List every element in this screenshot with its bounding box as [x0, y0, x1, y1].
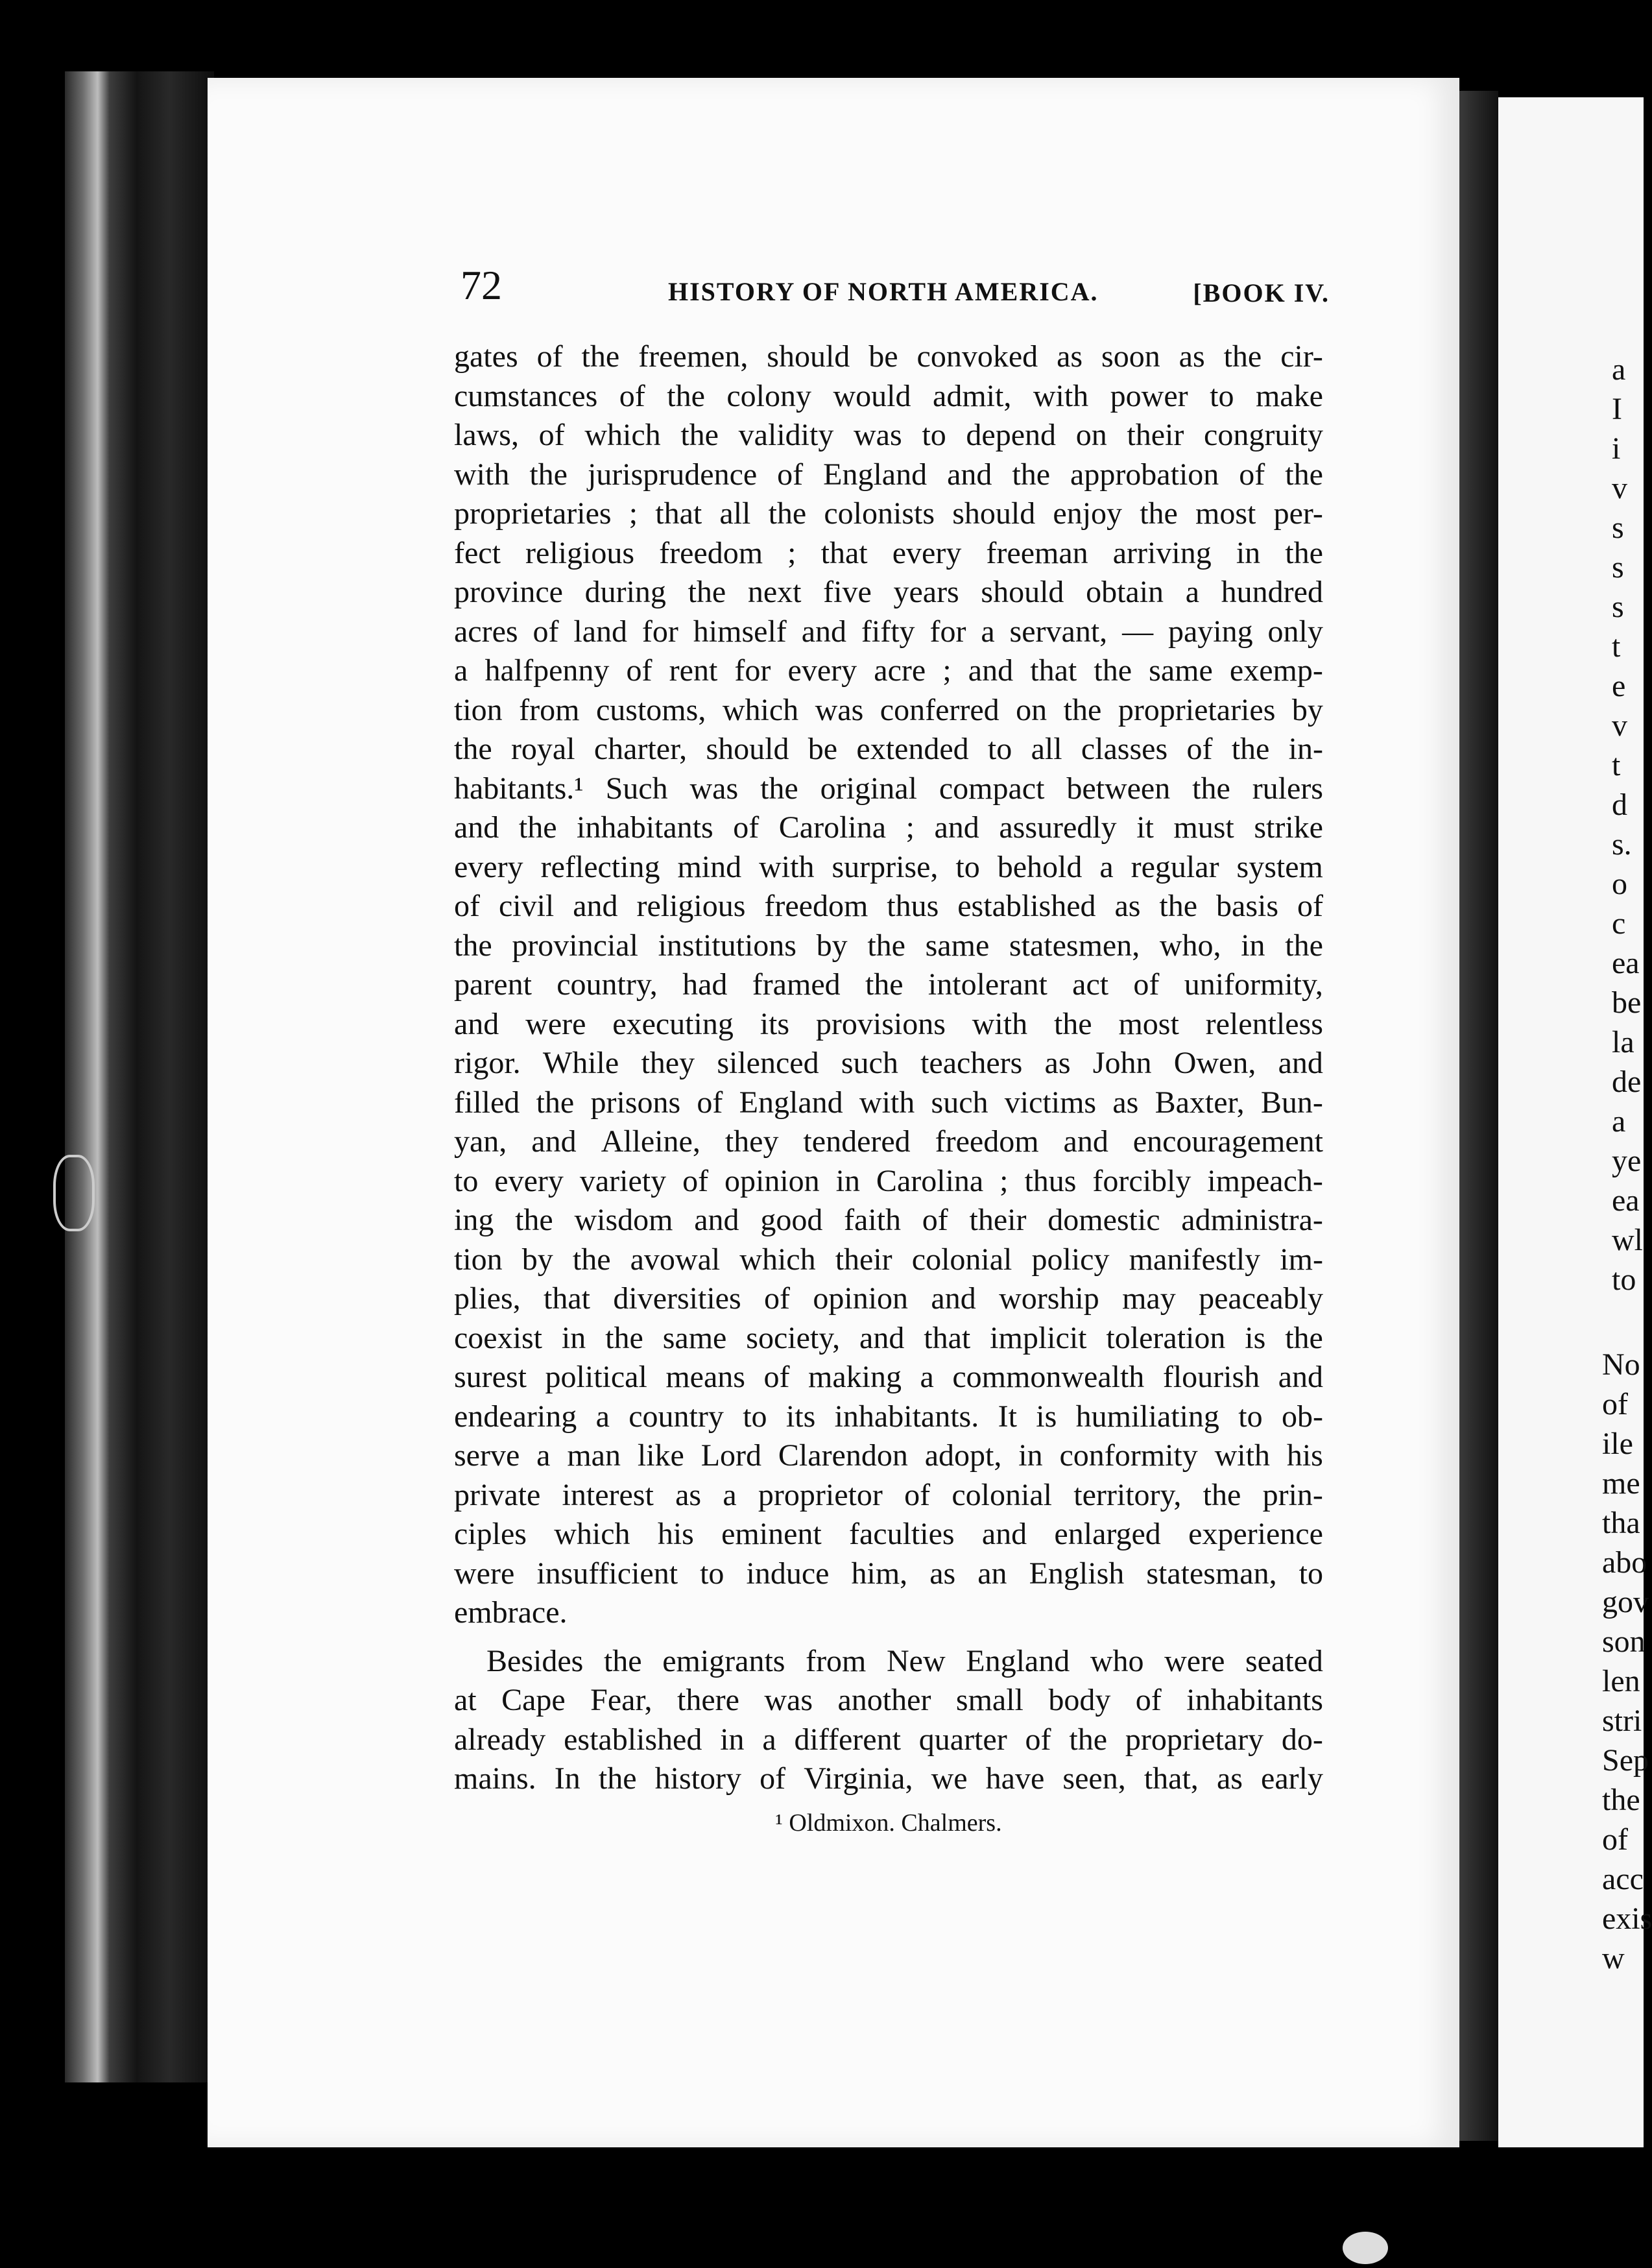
text-line: rigor. While they silenced such teachers as John Owen, and	[454, 1046, 1323, 1080]
text-line: fect religious freedom ; that every freeman arriving in the	[454, 535, 1323, 570]
body-text	[454, 337, 1323, 1799]
text-line: and were executing its provisions with the most relentless	[454, 1006, 1323, 1041]
facing-page-fragment: s	[1612, 550, 1624, 585]
facing-page-fragment: wl	[1612, 1223, 1643, 1257]
facing-page-fragment: exis	[1602, 1901, 1652, 1936]
facing-page-fragment: a	[1612, 352, 1626, 387]
scan-speck	[1343, 2232, 1388, 2264]
facing-page-fragment: of	[1602, 1822, 1628, 1857]
text-line: tion by the avowal which their colonial policy manifestly im-	[454, 1242, 1323, 1277]
text-line: acres of land for himself and fifty for a servant, — paying only	[454, 614, 1323, 649]
text-line: serve a man like Lord Clarendon adopt, in conformity with his	[454, 1438, 1323, 1473]
facing-page-fragment: stri	[1602, 1704, 1642, 1738]
text-line: and the inhabitants of Carolina ; and assuredly it must strike	[454, 810, 1323, 845]
facing-page-fragment: v	[1612, 471, 1627, 505]
text-line: embrace.	[454, 1595, 568, 1630]
text-line: a halfpenny of rent for every acre ; and that the same exemp-	[454, 653, 1323, 688]
facing-page-fragment: abo	[1602, 1545, 1647, 1580]
facing-page-fragment: ye	[1612, 1144, 1642, 1178]
text-line: Besides the emigrants from New England who were seated	[486, 1643, 1323, 1678]
text-line: gates of the freemen, should be convoked as soon as the cir-	[454, 339, 1323, 374]
facing-page-fragment: gov	[1602, 1585, 1649, 1619]
paragraph-1	[454, 337, 1323, 1633]
text-line: parent country, had framed the intolerant act of uniformity,	[454, 967, 1323, 1002]
book-binding-edge	[65, 71, 214, 2082]
facing-page-fragment: e	[1612, 669, 1626, 703]
text-line: mains. In the history of Virginia, we have seen, that, as early	[454, 1761, 1323, 1796]
facing-page-fragment: la	[1612, 1025, 1634, 1059]
text-line: endearing a country to its inhabitants. It is humiliating to ob-	[454, 1399, 1323, 1434]
text-line: were insufficient to induce him, as an English statesman, to	[454, 1556, 1323, 1591]
facing-page-fragment: I	[1612, 392, 1622, 426]
facing-page-fragment: of	[1602, 1387, 1628, 1421]
facing-page	[1498, 97, 1652, 2147]
facing-page-fragment: be	[1612, 985, 1642, 1020]
text-line: ing the wisdom and good faith of their domestic administra-	[454, 1203, 1323, 1237]
text-line: already established in a different quarter of the proprietary do-	[454, 1722, 1323, 1757]
text-line: province during the next five years should obtain a hundred	[454, 575, 1323, 609]
running-title: HISTORY OF NORTH AMERICA.	[668, 277, 1099, 306]
facing-page-fragment: o	[1612, 867, 1627, 901]
book-label: [BOOK IV.	[1193, 278, 1330, 308]
facing-page-fragment: t	[1612, 748, 1621, 782]
text-line: habitants.¹ Such was the original compact between the rulers	[454, 771, 1323, 806]
text-line: surest political means of making a commonwealth flourish and	[454, 1360, 1323, 1394]
facing-page-fragment: s	[1612, 511, 1624, 545]
text-line: yan, and Alleine, they tendered freedom and encouragement	[454, 1124, 1323, 1159]
facing-page-fragment: s.	[1612, 827, 1632, 862]
text-line: every reflecting mind with surprise, to behold a regular system	[454, 849, 1323, 884]
facing-page-fragment: to	[1612, 1262, 1636, 1297]
facing-page-fragment: ea	[1612, 946, 1640, 980]
text-line: proprietaries ; that all the colonists should enjoy the most per-	[454, 496, 1323, 531]
text-line: cumstances of the colony would admit, with power to make	[454, 378, 1323, 413]
paragraph-2	[454, 1642, 1323, 1799]
text-line: laws, of which the validity was to depend on their congruity	[454, 418, 1323, 452]
footnote: ¹ Oldmixon. Chalmers.	[775, 1809, 1002, 1837]
facing-page-fragment: w	[1602, 1941, 1625, 1975]
facing-page-fragment: No	[1602, 1347, 1640, 1382]
facing-page-fragment: Sep	[1602, 1743, 1649, 1778]
facing-page-fragment: acc	[1602, 1862, 1644, 1896]
facing-page-fragment: son	[1602, 1624, 1646, 1659]
text-line: with the jurisprudence of England and the approbation of the	[454, 457, 1323, 492]
text-line: of civil and religious freedom thus established as the basis of	[454, 889, 1323, 923]
text-line: filled the prisons of England with such victims as Baxter, Bun-	[454, 1085, 1323, 1120]
text-line: private interest as a proprietor of colonial territory, the prin-	[454, 1477, 1323, 1512]
facing-page-fragment: t	[1612, 629, 1621, 664]
text-line: at Cape Fear, there was another small body of inhabitants	[454, 1683, 1323, 1717]
facing-page-fragment: d	[1612, 788, 1627, 822]
facing-page-fragment: i	[1612, 431, 1621, 466]
gutter-shadow	[1459, 91, 1498, 2141]
page-number: 72	[461, 262, 502, 308]
text-line: ciples which his eminent faculties and enlarged experience	[454, 1517, 1323, 1551]
text-line: the provincial institutions by the same statesmen, who, in the	[454, 928, 1323, 963]
text-line: coexist in the same society, and that implicit toleration is the	[454, 1320, 1323, 1355]
text-line: plies, that diversities of opinion and worship may peaceably	[454, 1281, 1323, 1316]
text-line: the royal charter, should be extended to all classes of the in-	[454, 732, 1323, 766]
facing-page-fragment: ile	[1602, 1427, 1633, 1461]
facing-page-fragment: a	[1612, 1104, 1626, 1139]
facing-page-fragment: the	[1602, 1783, 1640, 1817]
facing-page-fragment: c	[1612, 906, 1626, 941]
running-head	[461, 259, 1330, 318]
facing-page-fragment: v	[1612, 708, 1627, 743]
text-line: tion from customs, which was conferred on the proprietaries by	[454, 692, 1323, 727]
facing-page-fragment: len	[1602, 1664, 1640, 1698]
facing-page-fragment: de	[1612, 1065, 1642, 1099]
facing-page-fragment: tha	[1602, 1506, 1640, 1540]
paper-damage-mark	[53, 1155, 95, 1231]
facing-page-fragment: s	[1612, 590, 1624, 624]
facing-page-fragment: ea	[1612, 1183, 1640, 1218]
facing-page-fragment: me	[1602, 1466, 1640, 1501]
text-line: to every variety of opinion in Carolina ; thus forcibly impeach-	[454, 1163, 1323, 1198]
